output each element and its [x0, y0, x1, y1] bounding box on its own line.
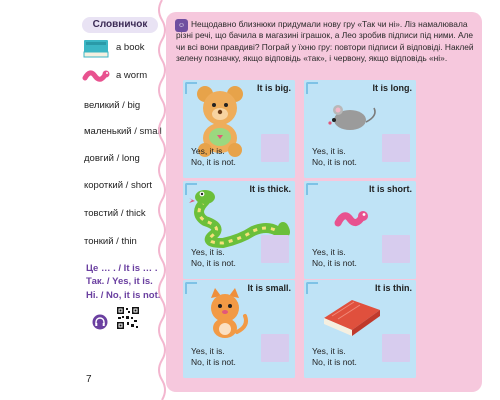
- card-no-answer: No, it is not.: [312, 357, 357, 367]
- card-yes-answer: Yes, it is.: [191, 247, 225, 257]
- sticker-box[interactable]: [261, 134, 289, 162]
- vocab-long: довгий / long: [84, 153, 140, 164]
- tape-corner: [306, 82, 318, 94]
- card-no-answer: No, it is not.: [191, 157, 236, 167]
- vocab-a-worm: a worm: [116, 70, 148, 81]
- card-no-answer: No, it is not.: [191, 258, 236, 268]
- card-yes-answer: Yes, it is.: [191, 346, 225, 356]
- sticker-box[interactable]: [261, 235, 289, 263]
- card-long: [304, 80, 416, 178]
- card-big: [183, 80, 295, 178]
- page-number: 7: [86, 374, 92, 385]
- sticker-box[interactable]: [261, 334, 289, 362]
- vocab-small: маленький / small: [84, 126, 162, 137]
- vocab-thick: товстий / thick: [84, 208, 146, 219]
- card-heading: It is long.: [372, 83, 412, 93]
- card-heading: It is big.: [256, 83, 291, 93]
- tape-corner: [185, 183, 197, 195]
- card-no-answer: No, it is not.: [312, 258, 357, 268]
- worm-icon: [82, 66, 112, 84]
- vocab-short: короткий / short: [84, 180, 153, 191]
- tape-corner: [185, 82, 197, 94]
- card-short: [304, 181, 416, 279]
- card-heading: It is thick.: [249, 184, 291, 194]
- card-yes-answer: Yes, it is.: [312, 146, 346, 156]
- card-yes-answer: Yes, it is.: [191, 146, 225, 156]
- sticker-box[interactable]: [382, 134, 410, 162]
- book-icon: [82, 38, 112, 60]
- qr-code-icon[interactable]: [116, 306, 140, 330]
- vocab-thin: тонкий / thin: [84, 236, 137, 247]
- phrase-yes: Так. / Yes, it is.: [86, 276, 153, 287]
- card-yes-answer: Yes, it is.: [312, 346, 346, 356]
- instructions-text: Нещодавно близнюки придумали нову гру «Так чи ні». Ліз намалювала різні речі, що бачила в магазині іграшок, а Лео зробив підписи під ними. Але чи всі вони правдиві? Пограй у їхню гру: повтори підписи й відповіді. Наклей зелену позначку, якщо відповідь «так», і червону, якщо відповідь «ні».: [176, 19, 474, 63]
- tape-corner: [185, 282, 197, 294]
- card-small: [183, 280, 295, 378]
- card-heading: It is thin.: [375, 283, 412, 293]
- card-thin: [304, 280, 416, 378]
- vocab-a-book: a book: [116, 42, 145, 53]
- phrase-no: Ні. / No, it is not.: [86, 290, 161, 301]
- activity-icon: ☺: [175, 19, 188, 32]
- vocab-big: великий / big: [84, 100, 141, 111]
- card-no-answer: No, it is not.: [312, 157, 357, 167]
- headphones-icon: [92, 314, 108, 330]
- sticker-box[interactable]: [382, 334, 410, 362]
- card-heading: It is short.: [368, 184, 412, 194]
- sticker-box[interactable]: [382, 235, 410, 263]
- tape-corner: [306, 282, 318, 294]
- card-yes-answer: Yes, it is.: [312, 247, 346, 257]
- card-no-answer: No, it is not.: [191, 357, 236, 367]
- card-heading: It is small.: [247, 283, 291, 293]
- phrase-it-is: Це … . / It is … .: [86, 263, 158, 274]
- tape-corner: [306, 183, 318, 195]
- glossary-title: Словничок: [82, 17, 158, 33]
- card-thick: [183, 181, 295, 279]
